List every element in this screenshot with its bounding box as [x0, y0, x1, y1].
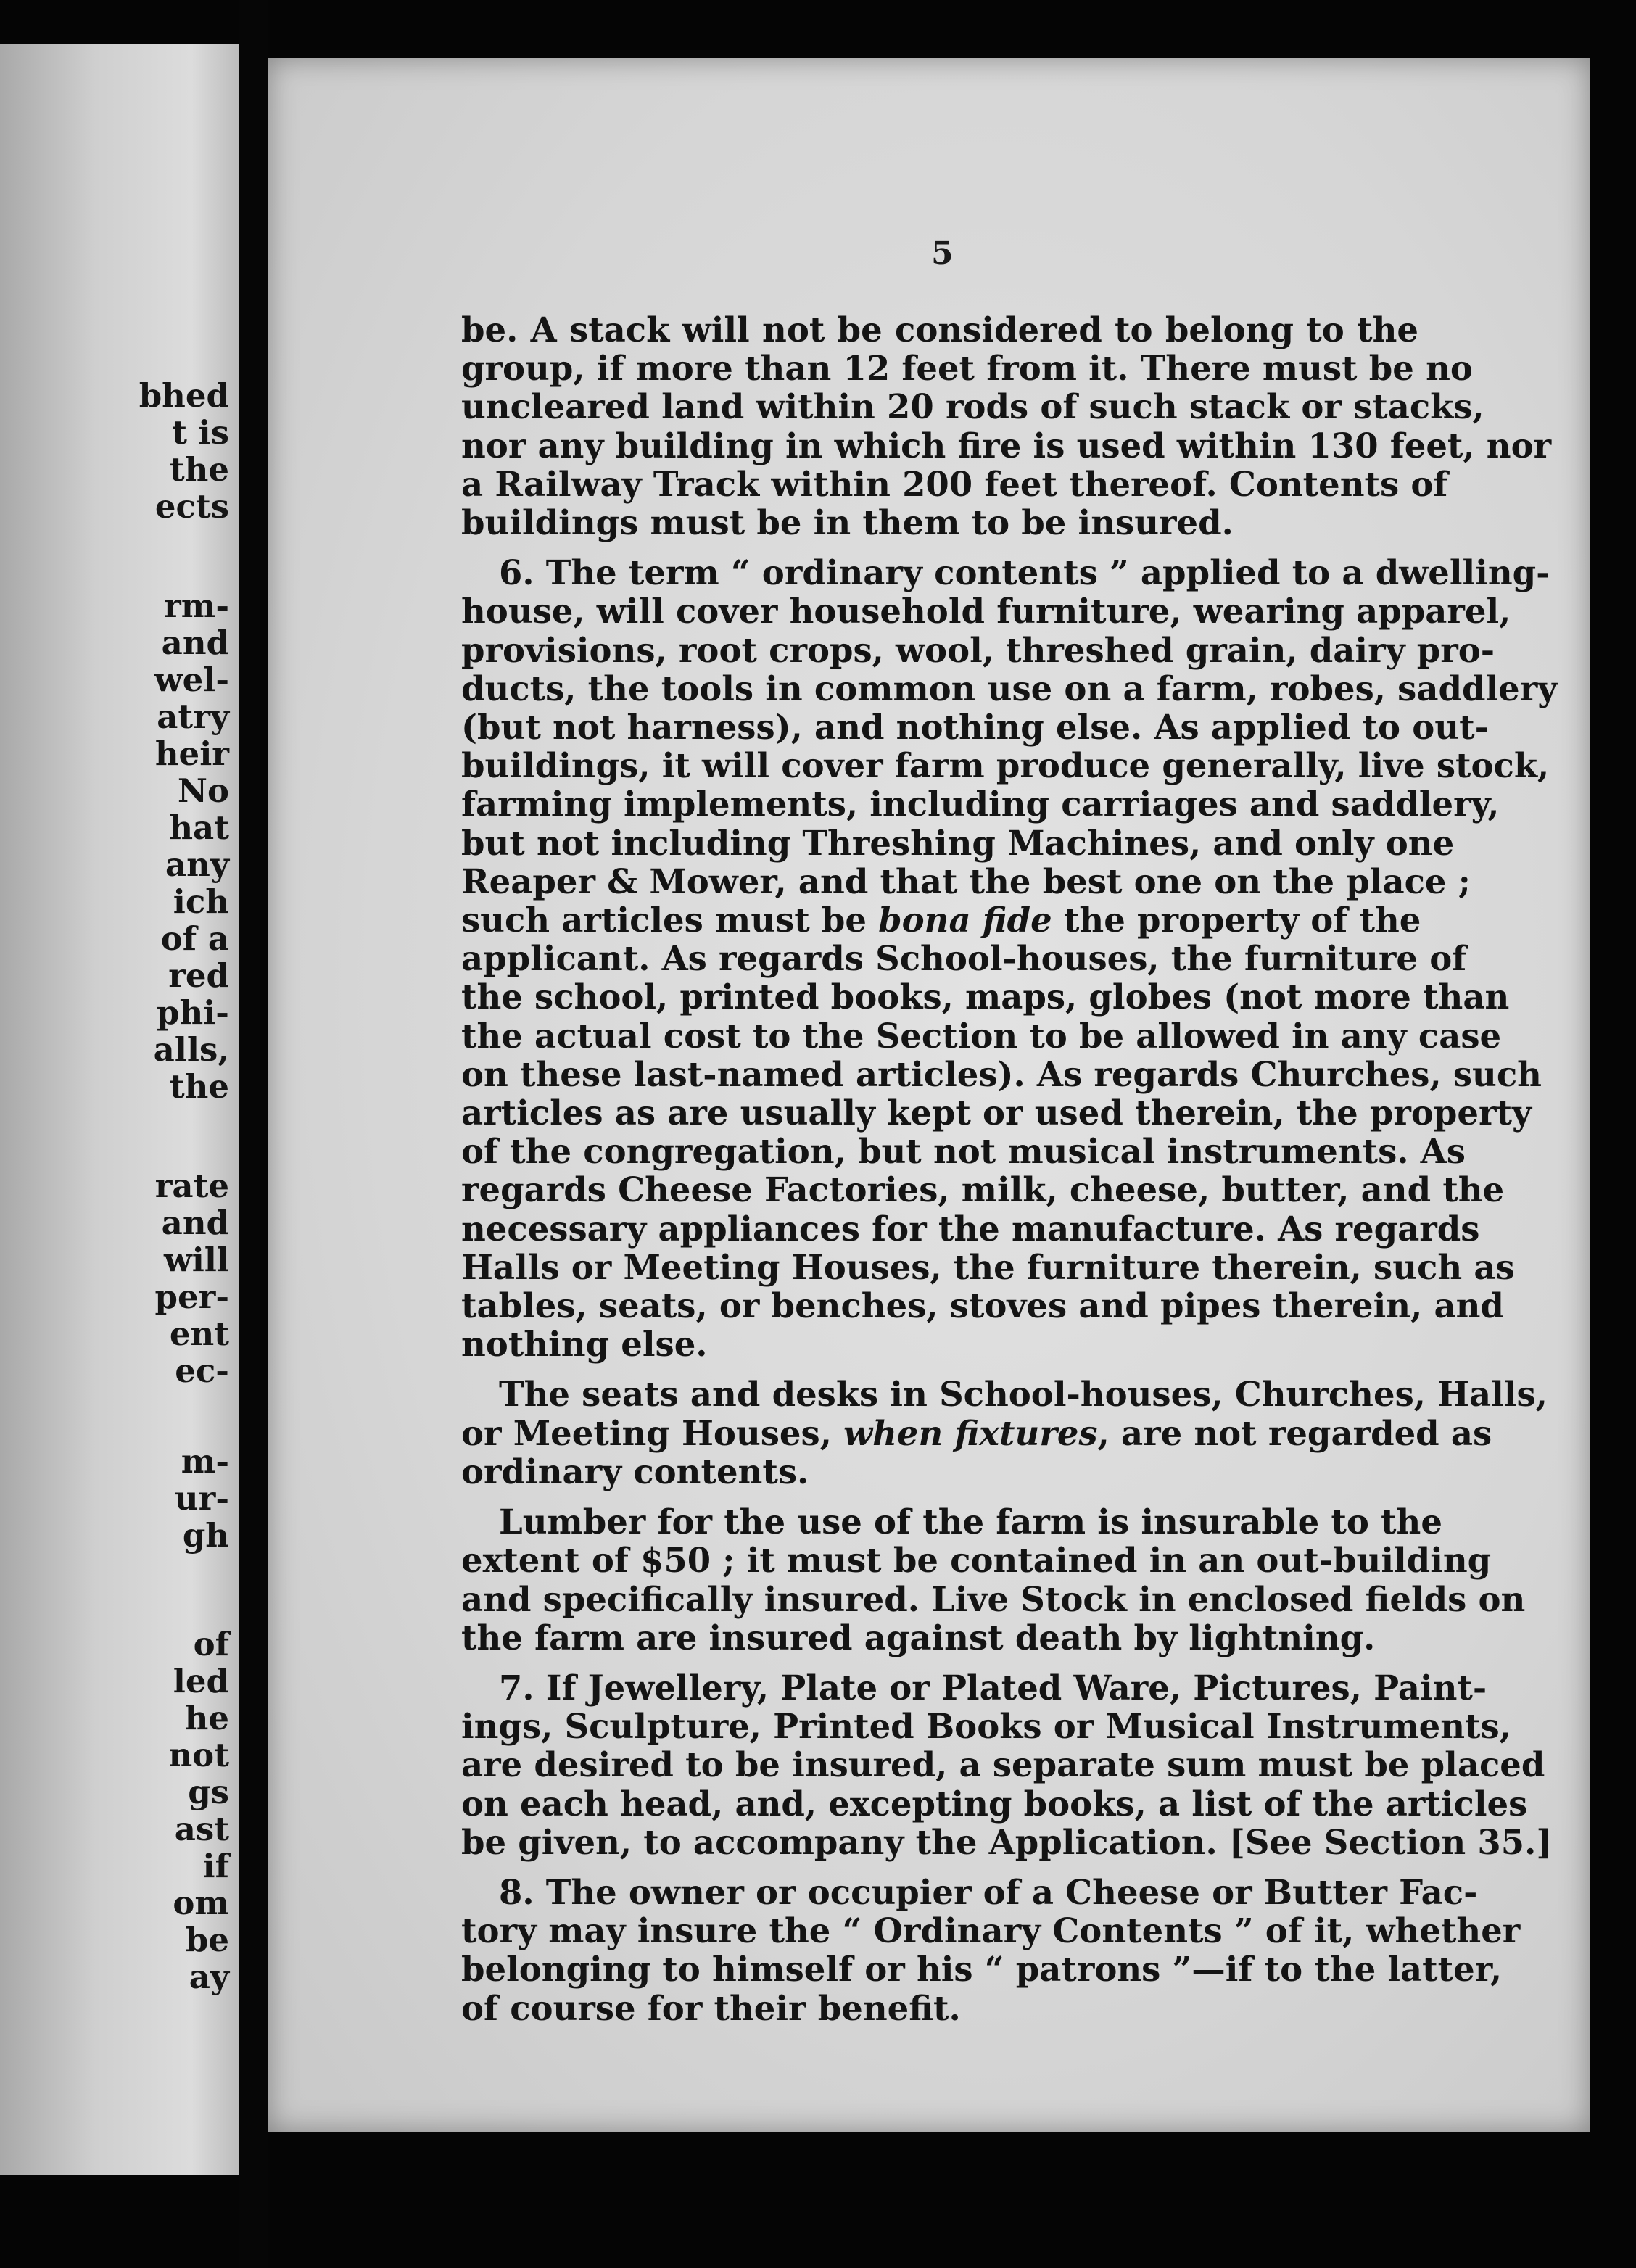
- text-line: and specifically insured. Live Stock in enclosed fields on: [461, 1578, 1526, 1619]
- left-page-text-fragment: ent: [169, 1315, 229, 1353]
- text-line: are desired to be insured, a separate sum must be placed: [461, 1745, 1545, 1785]
- text-line: 7. If Jewellery, Plate or Plated Ware, Pictures, Paint-: [499, 1667, 1487, 1708]
- left-page-text-fragment: alls,: [153, 1030, 229, 1069]
- text-line: tory may insure the “ Ordinary Contents ” of it, whether: [461, 1911, 1521, 1951]
- left-page-text-fragment: om: [173, 1884, 229, 1922]
- text-line: on these last-named articles). As regards Churches, such: [461, 1054, 1542, 1094]
- left-page-text-fragment: the: [169, 1067, 229, 1106]
- left-page-text-fragment: red: [168, 956, 229, 995]
- left-page-text-fragment: gs: [188, 1773, 229, 1811]
- text-line: but not including Threshing Machines, and only one: [461, 822, 1455, 863]
- left-page-text-fragment: wel-: [154, 661, 229, 699]
- left-page-text-fragment: any: [165, 845, 229, 884]
- page-body: [461, 310, 1558, 2028]
- text-line: farming implements, including carriages and saddlery,: [461, 784, 1500, 824]
- text-line: uncleared land within 20 rods of such stack or stacks,: [461, 386, 1484, 427]
- page-number: 5: [931, 235, 954, 272]
- left-page-text-fragment: ich: [173, 882, 229, 921]
- text-line: the school, printed books, maps, globes (not more than: [461, 977, 1510, 1017]
- paragraph: [461, 1502, 1526, 1657]
- text-line: nothing else.: [461, 1324, 708, 1365]
- text-line: ings, Sculpture, Printed Books or Musical Instruments,: [461, 1706, 1511, 1747]
- text-line: Lumber for the use of the farm is insurable to the: [499, 1502, 1442, 1542]
- left-page-text-fragment: the: [169, 450, 229, 489]
- left-page-text-fragment: ur-: [174, 1479, 229, 1518]
- text-line: buildings, it will cover farm produce generally, live stock,: [461, 745, 1550, 786]
- italic-phrase: when fixtures: [843, 1412, 1098, 1453]
- text-line: such articles must be bona fide the property of the: [461, 900, 1421, 940]
- text-line: on each head, and, excepting books, a list of the articles: [461, 1783, 1528, 1824]
- left-page-text-fragment: and: [161, 1204, 229, 1242]
- text-line: regards Cheese Factories, milk, cheese, butter, and the: [461, 1170, 1505, 1210]
- left-page-text-fragment: gh: [182, 1516, 229, 1555]
- text-line: tables, seats, or benches, stoves and pipes therein, and: [461, 1286, 1504, 1326]
- text-line: ordinary contents.: [461, 1451, 809, 1491]
- left-page-text-fragment: be: [185, 1921, 229, 1959]
- text-line: (but not harness), and nothing else. As applied to out-: [461, 707, 1489, 748]
- text-line: 8. The owner or occupier of a Cheese or Butter Fac-: [499, 1871, 1478, 1912]
- left-page-text-fragment: ast: [174, 1810, 229, 1848]
- text-line: 6. The term “ ordinary contents ” applied to a dwelling-: [499, 552, 1550, 593]
- text-line: The seats and desks in School-houses, Churches, Halls,: [499, 1374, 1548, 1415]
- text-line: a Railway Track within 200 feet thereof. Contents of: [461, 463, 1448, 504]
- left-page-text-fragment: of: [193, 1625, 229, 1663]
- text-line: or Meeting Houses, when fixtures, are not regarded as: [461, 1412, 1492, 1453]
- text-line: applicant. As regards School-houses, the furniture of: [461, 938, 1467, 979]
- text-line: ducts, the tools in common use on a farm, robes, saddlery: [461, 668, 1558, 708]
- text-line: Reaper & Mower, and that the best one on the place ;: [461, 861, 1471, 901]
- text-line: group, if more than 12 feet from it. There must be no: [461, 348, 1473, 389]
- left-page-text-fragment: not: [168, 1736, 229, 1774]
- text-line: the actual cost to the Section to be allowed in any case: [461, 1015, 1502, 1056]
- paragraph: [461, 1871, 1521, 2028]
- text-line: necessary appliances for the manufacture. As regards: [461, 1208, 1480, 1249]
- paragraph: [461, 1667, 1553, 1862]
- left-page-text-fragment: he: [184, 1699, 229, 1737]
- left-page-text-fragment: atry: [157, 698, 229, 736]
- text-line: articles as are usually kept or used therein, the property: [461, 1093, 1532, 1133]
- left-page-fragment: [0, 44, 239, 2175]
- italic-phrase: bona fide: [878, 900, 1052, 940]
- left-page-text-fragment: of a: [160, 919, 229, 958]
- left-page-text-fragment: ects: [154, 487, 229, 526]
- paragraph: [461, 1374, 1548, 1491]
- text-line: Halls or Meeting Houses, the furniture therein, such as: [461, 1246, 1515, 1287]
- left-page-text-fragment: No: [177, 771, 229, 810]
- left-page-text-fragment: if: [202, 1847, 229, 1885]
- text-line: nor any building in which fire is used within 130 feet, nor: [461, 425, 1552, 465]
- text-line: belonging to himself or his “ patrons ”—if to the latter,: [461, 1949, 1503, 1990]
- text-line: house, will cover household furniture, wearing apparel,: [461, 591, 1511, 632]
- text-line: provisions, root crops, wool, threshed grain, dairy pro-: [461, 629, 1495, 670]
- left-page-text-fragment: per-: [154, 1278, 229, 1316]
- paragraph: [461, 310, 1552, 543]
- left-page-text-fragment: bhed: [139, 376, 229, 415]
- left-page-text-fragment: phi-: [157, 993, 229, 1032]
- left-page-text-fragment: rm-: [164, 587, 229, 625]
- left-page-text-fragment: t is: [172, 413, 229, 452]
- left-page-text-fragment: led: [173, 1662, 229, 1700]
- left-page-text-fragment: ay: [189, 1958, 229, 1996]
- text-line: of course for their benefit.: [461, 1987, 961, 2028]
- paragraph: [461, 552, 1558, 1365]
- left-page-text-fragment: ec-: [175, 1352, 229, 1390]
- left-page-text-fragment: rate: [154, 1167, 229, 1205]
- book-gutter: [239, 0, 268, 2268]
- text-line: be. A stack will not be considered to belong to the: [461, 310, 1418, 349]
- left-page-text-fragment: m-: [181, 1442, 229, 1481]
- text-line: of the congregation, but not musical instruments. As: [461, 1131, 1466, 1172]
- left-page-text-fragment: heir: [154, 734, 229, 773]
- text-line: extent of $50 ; it must be contained in an out-building: [461, 1540, 1492, 1581]
- left-page-text-fragment: will: [163, 1241, 229, 1279]
- text-line: buildings must be in them to be insured.: [461, 502, 1234, 543]
- left-page-text-fragment: and: [161, 624, 229, 662]
- text-line: the farm are insured against death by lightning.: [461, 1617, 1376, 1657]
- text-line: be given, to accompany the Application. [See Section 35.]: [461, 1821, 1553, 1862]
- left-page-text-fragment: hat: [169, 808, 229, 847]
